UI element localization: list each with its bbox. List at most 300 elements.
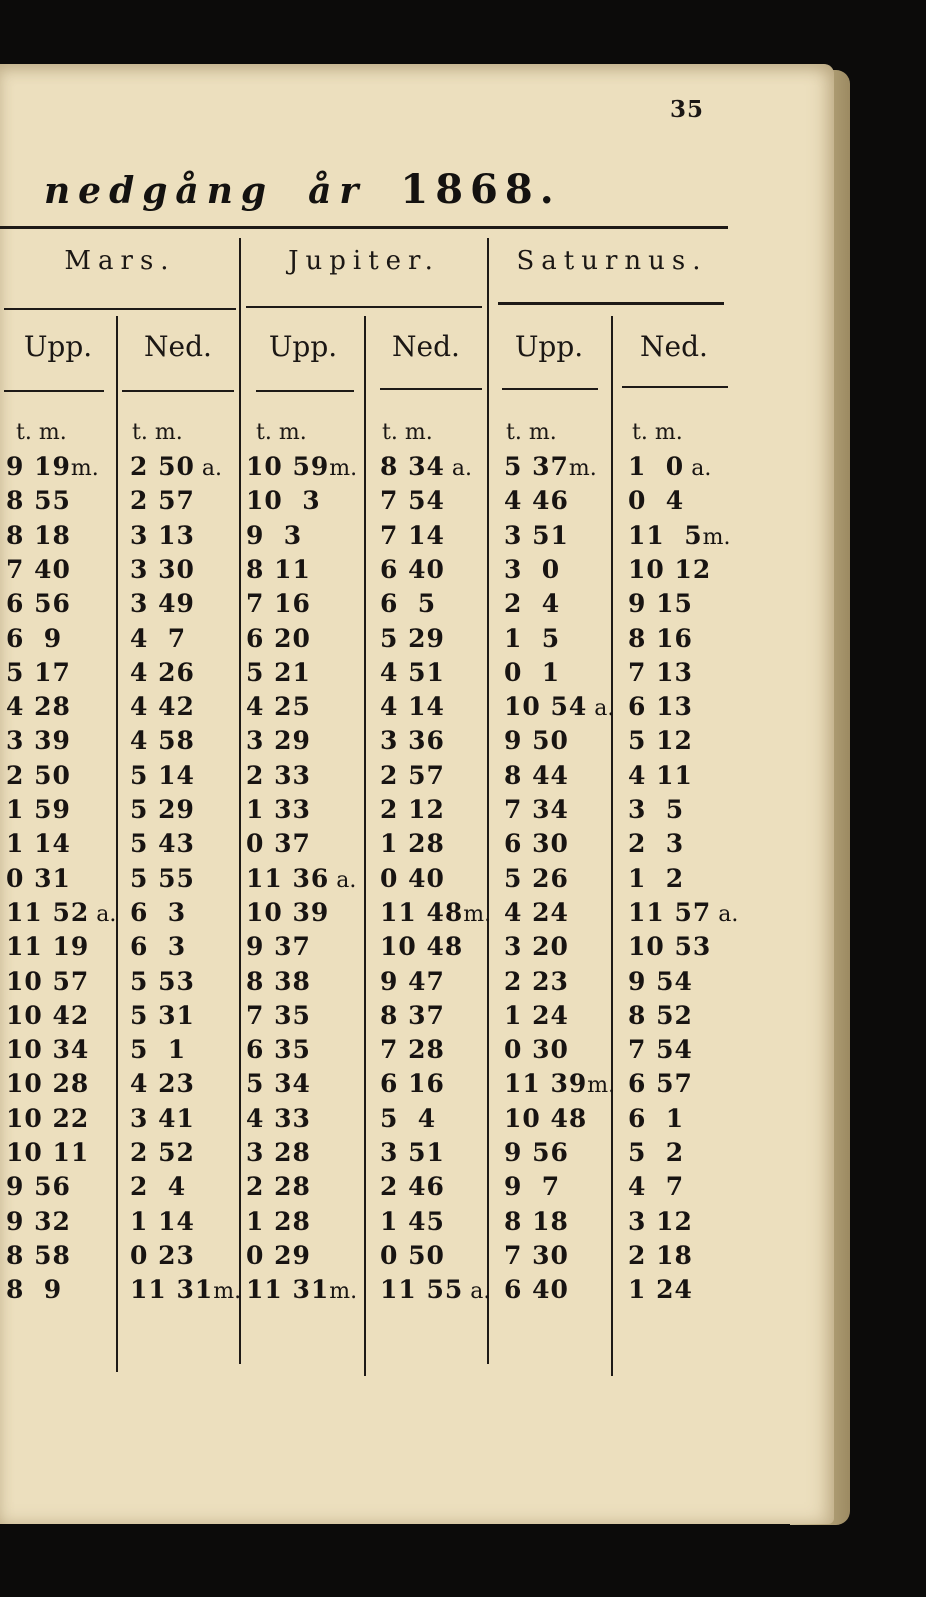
time-value: 4 23 bbox=[130, 1069, 195, 1099]
time-cell-saturnus-upp bbox=[504, 692, 614, 721]
subheader-jupiter-upp: Upp. bbox=[268, 330, 338, 363]
time-cell-jupiter-upp bbox=[246, 1241, 311, 1270]
time-value: 5 4 bbox=[380, 1103, 437, 1133]
time-cell-jupiter-upp bbox=[246, 726, 311, 755]
time-cell-saturnus-upp bbox=[504, 1069, 615, 1098]
time-cell-mars-upp bbox=[6, 452, 99, 481]
sub-rule-6 bbox=[622, 386, 728, 388]
time-cell-saturnus-upp bbox=[504, 829, 569, 858]
time-value: 0 40 bbox=[380, 863, 445, 893]
time-value: 8 52 bbox=[628, 1000, 693, 1030]
time-value: 8 55 bbox=[6, 486, 71, 516]
unit-label: t. m. bbox=[632, 420, 683, 445]
time-value: 4 51 bbox=[380, 657, 445, 687]
time-value: 10 48 bbox=[504, 1103, 588, 1133]
time-value: 9 19 bbox=[6, 452, 71, 481]
time-cell-mars-upp bbox=[6, 486, 71, 515]
time-value: 10 28 bbox=[6, 1069, 90, 1099]
time-value: 5 2 bbox=[628, 1138, 685, 1167]
sub-rule-3 bbox=[256, 390, 354, 392]
time-cell-saturnus-ned bbox=[628, 967, 693, 996]
time-cell-mars-ned bbox=[130, 1035, 186, 1064]
time-value: 4 46 bbox=[504, 486, 569, 516]
time-cell-mars-ned bbox=[130, 624, 186, 653]
time-value: 1 24 bbox=[628, 1275, 693, 1305]
time-value: 3 30 bbox=[130, 554, 195, 584]
time-value: 11 31 bbox=[130, 1275, 214, 1305]
table-row bbox=[0, 761, 790, 795]
time-value: 4 26 bbox=[130, 657, 195, 687]
time-cell-mars-ned bbox=[130, 1069, 195, 1098]
time-value: 2 18 bbox=[628, 1240, 693, 1270]
time-value: 2 28 bbox=[246, 1172, 311, 1202]
time-cell-mars-ned bbox=[130, 967, 195, 996]
table-row bbox=[0, 1104, 790, 1138]
time-value: 2 52 bbox=[130, 1138, 195, 1167]
time-cell-jupiter-ned bbox=[380, 589, 436, 618]
time-value: 11 55 bbox=[380, 1275, 464, 1305]
time-cell-saturnus-ned bbox=[628, 1275, 693, 1304]
time-value: 3 36 bbox=[380, 726, 445, 756]
time-cell-jupiter-ned bbox=[380, 795, 445, 824]
table-row bbox=[0, 521, 790, 555]
time-value: 3 5 bbox=[628, 795, 685, 824]
time-cell-jupiter-ned bbox=[380, 1035, 445, 1064]
time-value: 4 58 bbox=[130, 726, 195, 756]
time-suffix: a. bbox=[89, 901, 117, 927]
time-value: 7 28 bbox=[380, 1035, 445, 1065]
table-row bbox=[0, 1069, 790, 1103]
table-row bbox=[0, 1138, 790, 1172]
time-cell-jupiter-upp bbox=[246, 1172, 311, 1201]
time-value: 8 34 bbox=[380, 452, 445, 481]
time-value: 10 59 bbox=[246, 452, 330, 481]
time-cell-mars-ned bbox=[130, 1104, 195, 1133]
time-cell-saturnus-ned bbox=[628, 1207, 693, 1236]
time-value: 6 13 bbox=[628, 692, 693, 722]
time-value: 8 58 bbox=[6, 1240, 71, 1270]
time-cell-saturnus-ned bbox=[628, 1138, 684, 1167]
time-value: 2 33 bbox=[246, 760, 311, 790]
time-cell-saturnus-upp bbox=[504, 1001, 569, 1030]
time-cell-mars-ned bbox=[130, 1207, 195, 1236]
time-cell-mars-upp bbox=[6, 1172, 71, 1201]
subheader-saturnus-upp: Upp. bbox=[514, 330, 584, 363]
time-cell-jupiter-upp bbox=[246, 521, 302, 550]
table-row bbox=[0, 795, 790, 829]
time-value: 10 22 bbox=[6, 1103, 90, 1133]
time-value: 6 57 bbox=[628, 1069, 693, 1099]
time-cell-mars-upp bbox=[6, 726, 71, 755]
time-value: 3 28 bbox=[246, 1138, 311, 1167]
time-cell-mars-upp bbox=[6, 1207, 71, 1236]
table-row bbox=[0, 1241, 790, 1275]
time-cell-saturnus-ned bbox=[628, 555, 711, 584]
time-value: 4 33 bbox=[246, 1103, 311, 1133]
time-suffix: m. bbox=[329, 456, 358, 481]
time-cell-jupiter-upp bbox=[246, 1138, 311, 1167]
time-cell-jupiter-upp bbox=[246, 1275, 357, 1304]
time-value: 2 12 bbox=[380, 795, 445, 824]
time-cell-jupiter-upp bbox=[246, 761, 311, 790]
time-cell-jupiter-upp bbox=[246, 864, 356, 893]
time-value: 10 39 bbox=[246, 897, 330, 927]
page-heading bbox=[44, 166, 561, 213]
time-value: 11 39 bbox=[504, 1069, 588, 1099]
time-cell-jupiter-upp bbox=[246, 1104, 311, 1133]
time-cell-saturnus-ned bbox=[628, 692, 693, 721]
top-rule bbox=[0, 226, 728, 229]
time-cell-jupiter-ned bbox=[380, 555, 445, 584]
time-value: 5 26 bbox=[504, 863, 569, 893]
time-value: 0 50 bbox=[380, 1240, 445, 1270]
time-value: 7 40 bbox=[6, 554, 71, 584]
unit-label: t. m. bbox=[506, 420, 557, 445]
time-cell-mars-ned bbox=[130, 795, 195, 824]
time-value: 8 11 bbox=[246, 554, 311, 584]
time-value: 5 14 bbox=[130, 760, 195, 790]
time-cell-jupiter-upp bbox=[246, 795, 311, 824]
time-cell-jupiter-ned bbox=[380, 726, 445, 755]
time-cell-jupiter-ned bbox=[380, 624, 445, 653]
time-value: 6 5 bbox=[380, 589, 437, 619]
time-cell-mars-upp bbox=[6, 658, 71, 687]
time-value: 4 25 bbox=[246, 692, 311, 722]
time-value: 5 43 bbox=[130, 829, 195, 859]
time-value: 3 51 bbox=[504, 520, 569, 550]
time-value: 0 4 bbox=[628, 486, 685, 516]
time-value: 5 53 bbox=[130, 966, 195, 996]
time-value: 2 46 bbox=[380, 1172, 445, 1202]
time-cell-jupiter-ned bbox=[380, 1172, 445, 1201]
time-value: 6 40 bbox=[380, 554, 445, 584]
time-value: 0 23 bbox=[130, 1240, 195, 1270]
time-value: 0 1 bbox=[504, 657, 561, 687]
planet-rule-saturnus bbox=[498, 302, 724, 305]
time-cell-mars-upp bbox=[6, 521, 71, 550]
time-value: 2 4 bbox=[130, 1172, 187, 1202]
time-cell-saturnus-upp bbox=[504, 1104, 587, 1133]
heading-word-ar: år bbox=[308, 170, 367, 212]
time-cell-jupiter-upp bbox=[246, 1207, 311, 1236]
time-value: 5 34 bbox=[246, 1069, 311, 1099]
time-value: 4 14 bbox=[380, 692, 445, 722]
time-value: 5 12 bbox=[628, 726, 693, 756]
time-value: 2 23 bbox=[504, 966, 569, 996]
time-suffix: m. bbox=[463, 901, 492, 927]
time-value: 6 30 bbox=[504, 829, 569, 859]
time-cell-saturnus-ned bbox=[628, 726, 693, 755]
time-value: 11 48 bbox=[380, 897, 464, 927]
time-value: 9 3 bbox=[246, 520, 303, 550]
planet-header-saturnus: Saturnus. bbox=[516, 246, 708, 276]
time-value: 0 31 bbox=[6, 863, 71, 893]
time-value: 7 54 bbox=[628, 1035, 693, 1065]
time-value: 4 7 bbox=[628, 1172, 685, 1202]
time-cell-saturnus-upp bbox=[504, 761, 569, 790]
time-cell-saturnus-upp bbox=[504, 932, 569, 961]
time-cell-mars-upp bbox=[6, 864, 71, 893]
unit-label: t. m. bbox=[16, 420, 67, 445]
time-value: 3 13 bbox=[130, 520, 195, 550]
time-value: 4 11 bbox=[628, 760, 693, 790]
time-cell-jupiter-ned bbox=[380, 1104, 436, 1133]
time-cell-jupiter-ned bbox=[380, 1001, 445, 1030]
time-suffix: a. bbox=[587, 696, 615, 722]
time-value: 2 57 bbox=[130, 486, 195, 516]
time-value: 8 38 bbox=[246, 966, 311, 996]
time-value: 8 37 bbox=[380, 1000, 445, 1030]
time-cell-saturnus-ned bbox=[628, 829, 684, 858]
time-cell-jupiter-ned bbox=[380, 967, 445, 996]
time-value: 5 17 bbox=[6, 657, 71, 687]
time-value: 9 56 bbox=[504, 1138, 569, 1167]
table-row bbox=[0, 864, 790, 898]
time-suffix: m. bbox=[70, 456, 99, 481]
planet-rule-jupiter bbox=[246, 306, 482, 308]
time-value: 10 34 bbox=[6, 1035, 90, 1065]
time-value: 5 1 bbox=[130, 1035, 187, 1065]
time-cell-mars-upp bbox=[6, 795, 71, 824]
time-cell-saturnus-upp bbox=[504, 1138, 569, 1167]
time-cell-saturnus-ned bbox=[628, 1001, 693, 1030]
time-cell-jupiter-upp bbox=[246, 1001, 311, 1030]
time-cell-jupiter-ned bbox=[380, 658, 445, 687]
time-cell-saturnus-upp bbox=[504, 967, 569, 996]
time-cell-mars-ned bbox=[130, 589, 195, 618]
time-suffix: m. bbox=[213, 1279, 242, 1305]
time-cell-saturnus-ned bbox=[628, 658, 693, 687]
time-cell-jupiter-upp bbox=[246, 555, 311, 584]
time-value: 3 49 bbox=[130, 589, 195, 619]
page-number: 35 bbox=[670, 96, 705, 123]
time-value: 3 41 bbox=[130, 1103, 195, 1133]
time-cell-jupiter-ned bbox=[380, 1069, 445, 1098]
time-value: 7 14 bbox=[380, 520, 445, 550]
time-value: 5 29 bbox=[380, 623, 445, 653]
time-value: 8 9 bbox=[6, 1275, 63, 1305]
time-cell-jupiter-ned bbox=[380, 1138, 445, 1167]
time-suffix: a. bbox=[684, 456, 712, 481]
planet-rule-mars bbox=[4, 308, 236, 310]
table-row bbox=[0, 1001, 790, 1035]
time-value: 6 35 bbox=[246, 1035, 311, 1065]
time-cell-jupiter-upp bbox=[246, 1069, 311, 1098]
time-value: 4 28 bbox=[6, 692, 71, 722]
time-cell-saturnus-upp bbox=[504, 555, 560, 584]
time-value: 3 0 bbox=[504, 554, 561, 584]
time-cell-mars-upp bbox=[6, 967, 89, 996]
time-value: 0 29 bbox=[246, 1240, 311, 1270]
subheader-jupiter-ned: Ned. bbox=[392, 330, 460, 363]
time-cell-mars-upp bbox=[6, 761, 71, 790]
time-suffix: m. bbox=[587, 1073, 616, 1099]
time-value: 7 54 bbox=[380, 486, 445, 516]
time-cell-jupiter-ned bbox=[380, 521, 445, 550]
time-cell-mars-upp bbox=[6, 555, 71, 584]
time-cell-saturnus-upp bbox=[504, 726, 569, 755]
time-value: 5 55 bbox=[130, 863, 195, 893]
time-cell-saturnus-ned bbox=[628, 486, 684, 515]
planet-header-mars: Mars. bbox=[64, 246, 176, 276]
time-cell-mars-upp bbox=[6, 1241, 71, 1270]
time-cell-mars-ned bbox=[130, 898, 186, 927]
unit-label: t. m. bbox=[132, 420, 183, 445]
time-cell-jupiter-upp bbox=[246, 898, 329, 927]
time-cell-saturnus-ned bbox=[628, 521, 730, 550]
table-row bbox=[0, 1172, 790, 1206]
time-value: 6 40 bbox=[504, 1275, 569, 1305]
heading-word-nedgang: nedgång bbox=[44, 170, 275, 212]
table-row bbox=[0, 967, 790, 1001]
time-cell-mars-ned bbox=[130, 1241, 195, 1270]
time-value: 0 30 bbox=[504, 1035, 569, 1065]
time-cell-saturnus-upp bbox=[504, 1172, 560, 1201]
time-cell-mars-upp bbox=[6, 589, 71, 618]
sub-rule-1 bbox=[4, 390, 104, 392]
time-value: 1 5 bbox=[504, 623, 561, 653]
table-row bbox=[0, 555, 790, 589]
time-value: 7 13 bbox=[628, 657, 693, 687]
time-value: 3 12 bbox=[628, 1206, 693, 1236]
sub-rule-5 bbox=[502, 388, 598, 390]
time-value: 9 7 bbox=[504, 1172, 561, 1202]
time-cell-mars-ned bbox=[130, 829, 195, 858]
table-row bbox=[0, 1035, 790, 1069]
time-value: 8 18 bbox=[6, 520, 71, 550]
time-value: 5 21 bbox=[246, 657, 311, 687]
time-cell-saturnus-upp bbox=[504, 589, 560, 618]
time-value: 10 3 bbox=[246, 486, 321, 516]
time-value: 3 39 bbox=[6, 726, 71, 756]
table-row bbox=[0, 624, 790, 658]
time-cell-mars-ned bbox=[130, 864, 195, 893]
time-cell-saturnus-ned bbox=[628, 1104, 684, 1133]
time-cell-jupiter-upp bbox=[246, 452, 357, 481]
time-cell-saturnus-upp bbox=[504, 898, 569, 927]
time-cell-jupiter-ned bbox=[380, 452, 472, 481]
time-cell-saturnus-upp bbox=[504, 452, 597, 481]
time-cell-jupiter-upp bbox=[246, 829, 311, 858]
time-value: 10 12 bbox=[628, 554, 712, 584]
time-suffix: a. bbox=[463, 1279, 491, 1305]
time-value: 4 24 bbox=[504, 897, 569, 927]
time-value: 6 1 bbox=[628, 1103, 685, 1133]
time-suffix: a. bbox=[194, 456, 222, 481]
time-cell-jupiter-upp bbox=[246, 658, 311, 687]
time-value: 7 16 bbox=[246, 589, 311, 619]
time-value: 8 44 bbox=[504, 760, 569, 790]
time-cell-saturnus-ned bbox=[628, 932, 711, 961]
table-row bbox=[0, 898, 790, 932]
sub-rule-2 bbox=[122, 390, 234, 392]
time-cell-saturnus-upp bbox=[504, 521, 569, 550]
time-cell-jupiter-ned bbox=[380, 829, 445, 858]
sub-rule-4 bbox=[380, 388, 482, 390]
time-cell-mars-upp bbox=[6, 624, 62, 653]
time-value: 9 54 bbox=[628, 966, 693, 996]
time-value: 7 35 bbox=[246, 1000, 311, 1030]
time-value: 2 57 bbox=[380, 760, 445, 790]
time-value: 10 11 bbox=[6, 1138, 90, 1167]
time-value: 7 34 bbox=[504, 795, 569, 824]
time-value: 1 45 bbox=[380, 1206, 445, 1236]
time-cell-mars-upp bbox=[6, 1138, 89, 1167]
time-cell-mars-ned bbox=[130, 521, 195, 550]
time-value: 5 31 bbox=[130, 1000, 195, 1030]
time-cell-jupiter-upp bbox=[246, 932, 311, 961]
time-value: 11 36 bbox=[246, 863, 330, 893]
time-value: 1 33 bbox=[246, 795, 311, 824]
time-suffix: a. bbox=[329, 867, 357, 893]
table-row bbox=[0, 658, 790, 692]
time-cell-mars-upp bbox=[6, 829, 71, 858]
time-suffix: a. bbox=[444, 456, 472, 481]
time-value: 3 51 bbox=[380, 1138, 445, 1167]
time-cell-jupiter-upp bbox=[246, 624, 311, 653]
time-cell-saturnus-ned bbox=[628, 1172, 684, 1201]
time-value: 11 52 bbox=[6, 897, 90, 927]
time-cell-mars-upp bbox=[6, 1275, 62, 1304]
subheader-mars-ned: Ned. bbox=[144, 330, 212, 363]
time-cell-mars-ned bbox=[130, 486, 195, 515]
time-value: 11 19 bbox=[6, 932, 90, 962]
time-cell-jupiter-ned bbox=[380, 898, 491, 927]
time-cell-mars-upp bbox=[6, 1001, 89, 1030]
time-cell-saturnus-ned bbox=[628, 452, 711, 481]
time-cell-saturnus-upp bbox=[504, 486, 569, 515]
time-cell-saturnus-upp bbox=[504, 1241, 569, 1270]
time-cell-mars-ned bbox=[130, 452, 222, 481]
time-cell-mars-ned bbox=[130, 658, 195, 687]
time-cell-mars-ned bbox=[130, 1275, 241, 1304]
time-cell-saturnus-upp bbox=[504, 795, 569, 824]
time-cell-mars-ned bbox=[130, 1001, 195, 1030]
time-value: 9 47 bbox=[380, 966, 445, 996]
time-cell-saturnus-ned bbox=[628, 1069, 693, 1098]
time-cell-jupiter-ned bbox=[380, 932, 463, 961]
table-row bbox=[0, 726, 790, 760]
time-cell-mars-ned bbox=[130, 1172, 186, 1201]
time-cell-mars-upp bbox=[6, 1104, 89, 1133]
time-value: 1 24 bbox=[504, 1000, 569, 1030]
table-row bbox=[0, 692, 790, 726]
time-cell-jupiter-ned bbox=[380, 692, 445, 721]
time-cell-saturnus-upp bbox=[504, 1207, 569, 1236]
time-value: 9 32 bbox=[6, 1206, 71, 1236]
unit-label: t. m. bbox=[382, 420, 433, 445]
time-value: 11 5 bbox=[628, 520, 703, 550]
time-cell-saturnus-upp bbox=[504, 1035, 569, 1064]
time-suffix: m. bbox=[702, 524, 731, 550]
time-cell-jupiter-upp bbox=[246, 589, 311, 618]
time-value: 7 30 bbox=[504, 1240, 569, 1270]
subheader-mars-upp: Upp. bbox=[23, 330, 93, 363]
time-value: 1 0 bbox=[628, 452, 685, 481]
time-value: 10 42 bbox=[6, 1000, 90, 1030]
time-value: 6 16 bbox=[380, 1069, 445, 1099]
time-cell-saturnus-ned bbox=[628, 864, 684, 893]
time-cell-mars-upp bbox=[6, 932, 89, 961]
time-value: 6 3 bbox=[130, 897, 187, 927]
time-cell-mars-upp bbox=[6, 898, 116, 927]
time-cell-jupiter-ned bbox=[380, 1207, 445, 1236]
time-value: 2 50 bbox=[130, 452, 195, 481]
time-value: 10 53 bbox=[628, 932, 712, 962]
time-value: 1 28 bbox=[246, 1206, 311, 1236]
time-value: 10 54 bbox=[504, 692, 588, 722]
time-value: 1 28 bbox=[380, 829, 445, 859]
